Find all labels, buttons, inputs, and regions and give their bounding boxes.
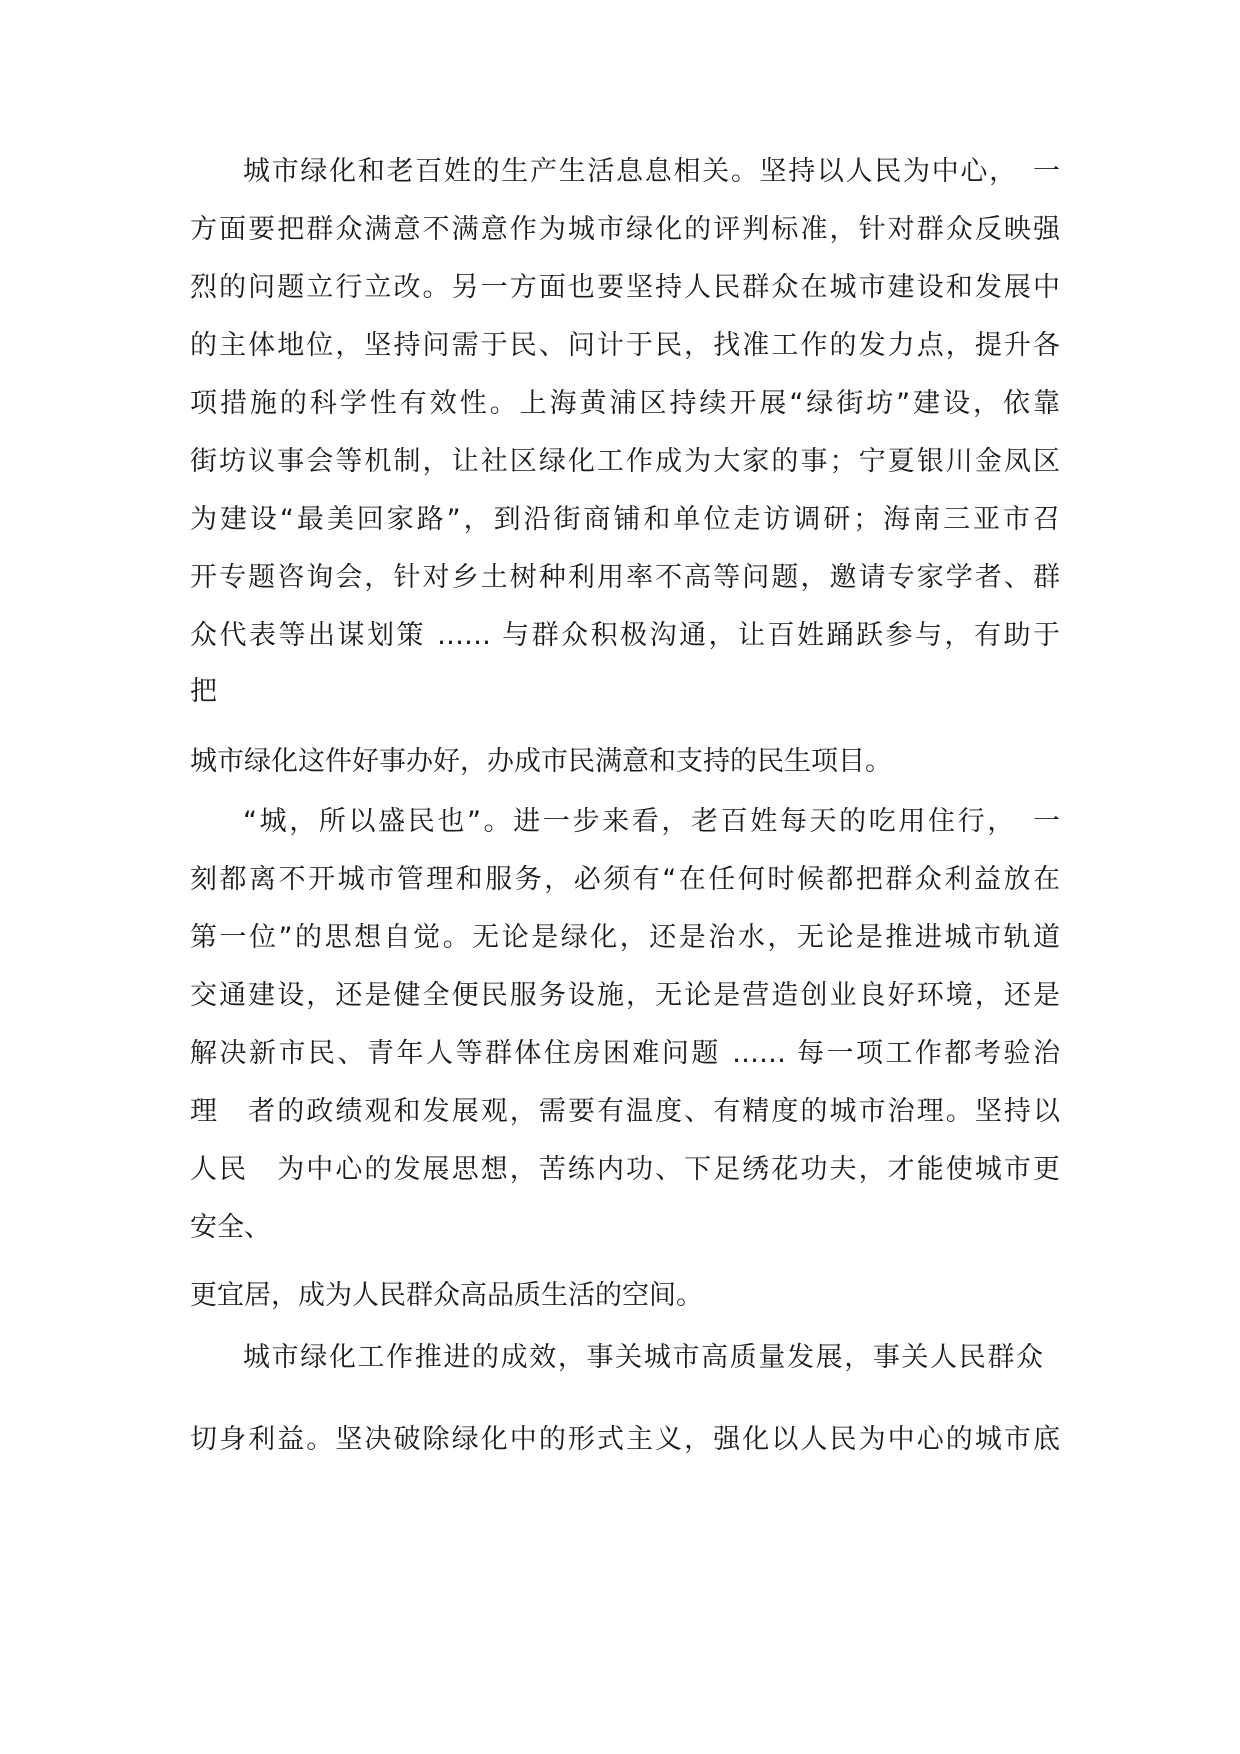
- paragraph-1-line-8: 开专题咨询会，针对乡土树种利用率不高等问题，邀请专家学者、群: [190, 562, 1060, 593]
- paragraph-2-line-8: 安全、: [190, 1212, 271, 1243]
- paragraph-2-line-1: “城，所以盛民也”。进一步来看，老百姓每天的吃用住行， 一: [243, 806, 1060, 837]
- paragraph-2-line-6: 理 者的政绩观和发展观，需要有温度、有精度的城市治理。坚持以: [190, 1096, 1060, 1127]
- paragraph-1-line-4: 的主体地位，坚持问需于民、问计于民，找准工作的发力点，提升各: [190, 330, 1060, 361]
- paragraph-2-line-9: 更宜居，成为人民群众高品质生活的空间。: [190, 1280, 703, 1311]
- paragraph-2-line-5: 解决新市民、青年人等群体住房困难问题 …… 每一项工作都考验治: [190, 1038, 1060, 1069]
- paragraph-1-line-6: 街坊议事会等机制，让社区绿化工作成为大家的事；宁夏银川金凤区: [190, 446, 1060, 477]
- paragraph-1-line-5: 项措施的科学性有效性。上海黄浦区持续开展“绿街坊”建设，依靠: [190, 388, 1060, 419]
- paragraph-2-line-7: 人民 为中心的发展思想，苦练内功、下足绣花功夫，才能使城市更: [190, 1154, 1060, 1185]
- paragraph-3-line-2: 切身利益。坚决破除绿化中的形式主义，强化以人民为中心的城市底: [190, 1424, 1060, 1455]
- paragraph-2-line-3: 第一位”的思想自觉。无论是绿化，还是治水，无论是推进城市轨道: [190, 922, 1060, 953]
- paragraph-1-line-10: 把: [190, 676, 217, 707]
- paragraph-1-line-9: 众代表等出谋划策 …… 与群众积极沟通，让百姓踊跃参与，有助于: [190, 620, 1060, 651]
- paragraph-2-line-2: 刻都离不开城市管理和服务，必须有“在任何时候都把群众利益放在: [190, 864, 1060, 895]
- paragraph-1-line-7: 为建设“最美回家路”，到沿街商铺和单位走访调研；海南三亚市召: [190, 504, 1060, 535]
- paragraph-3-line-1: 城市绿化工作推进的成效，事关城市高质量发展，事关人民群众: [243, 1342, 1043, 1373]
- paragraph-1-line-3: 烈的问题立行立改。另一方面也要坚持人民群众在城市建设和发展中: [190, 272, 1060, 303]
- paragraph-2-line-4: 交通建设，还是健全便民服务设施，无论是营造创业良好环境，还是: [190, 980, 1060, 1011]
- paragraph-1-line-11: 城市绿化这件好事办好，办成市民满意和支持的民生项目。: [190, 746, 892, 777]
- paragraph-1-line-2: 方面要把群众满意不满意作为城市绿化的评判标准，针对群众反映强: [190, 214, 1060, 245]
- paragraph-1-line-1: 城市绿化和老百姓的生产生活息息相关。坚持以人民为中心， 一: [243, 156, 1060, 187]
